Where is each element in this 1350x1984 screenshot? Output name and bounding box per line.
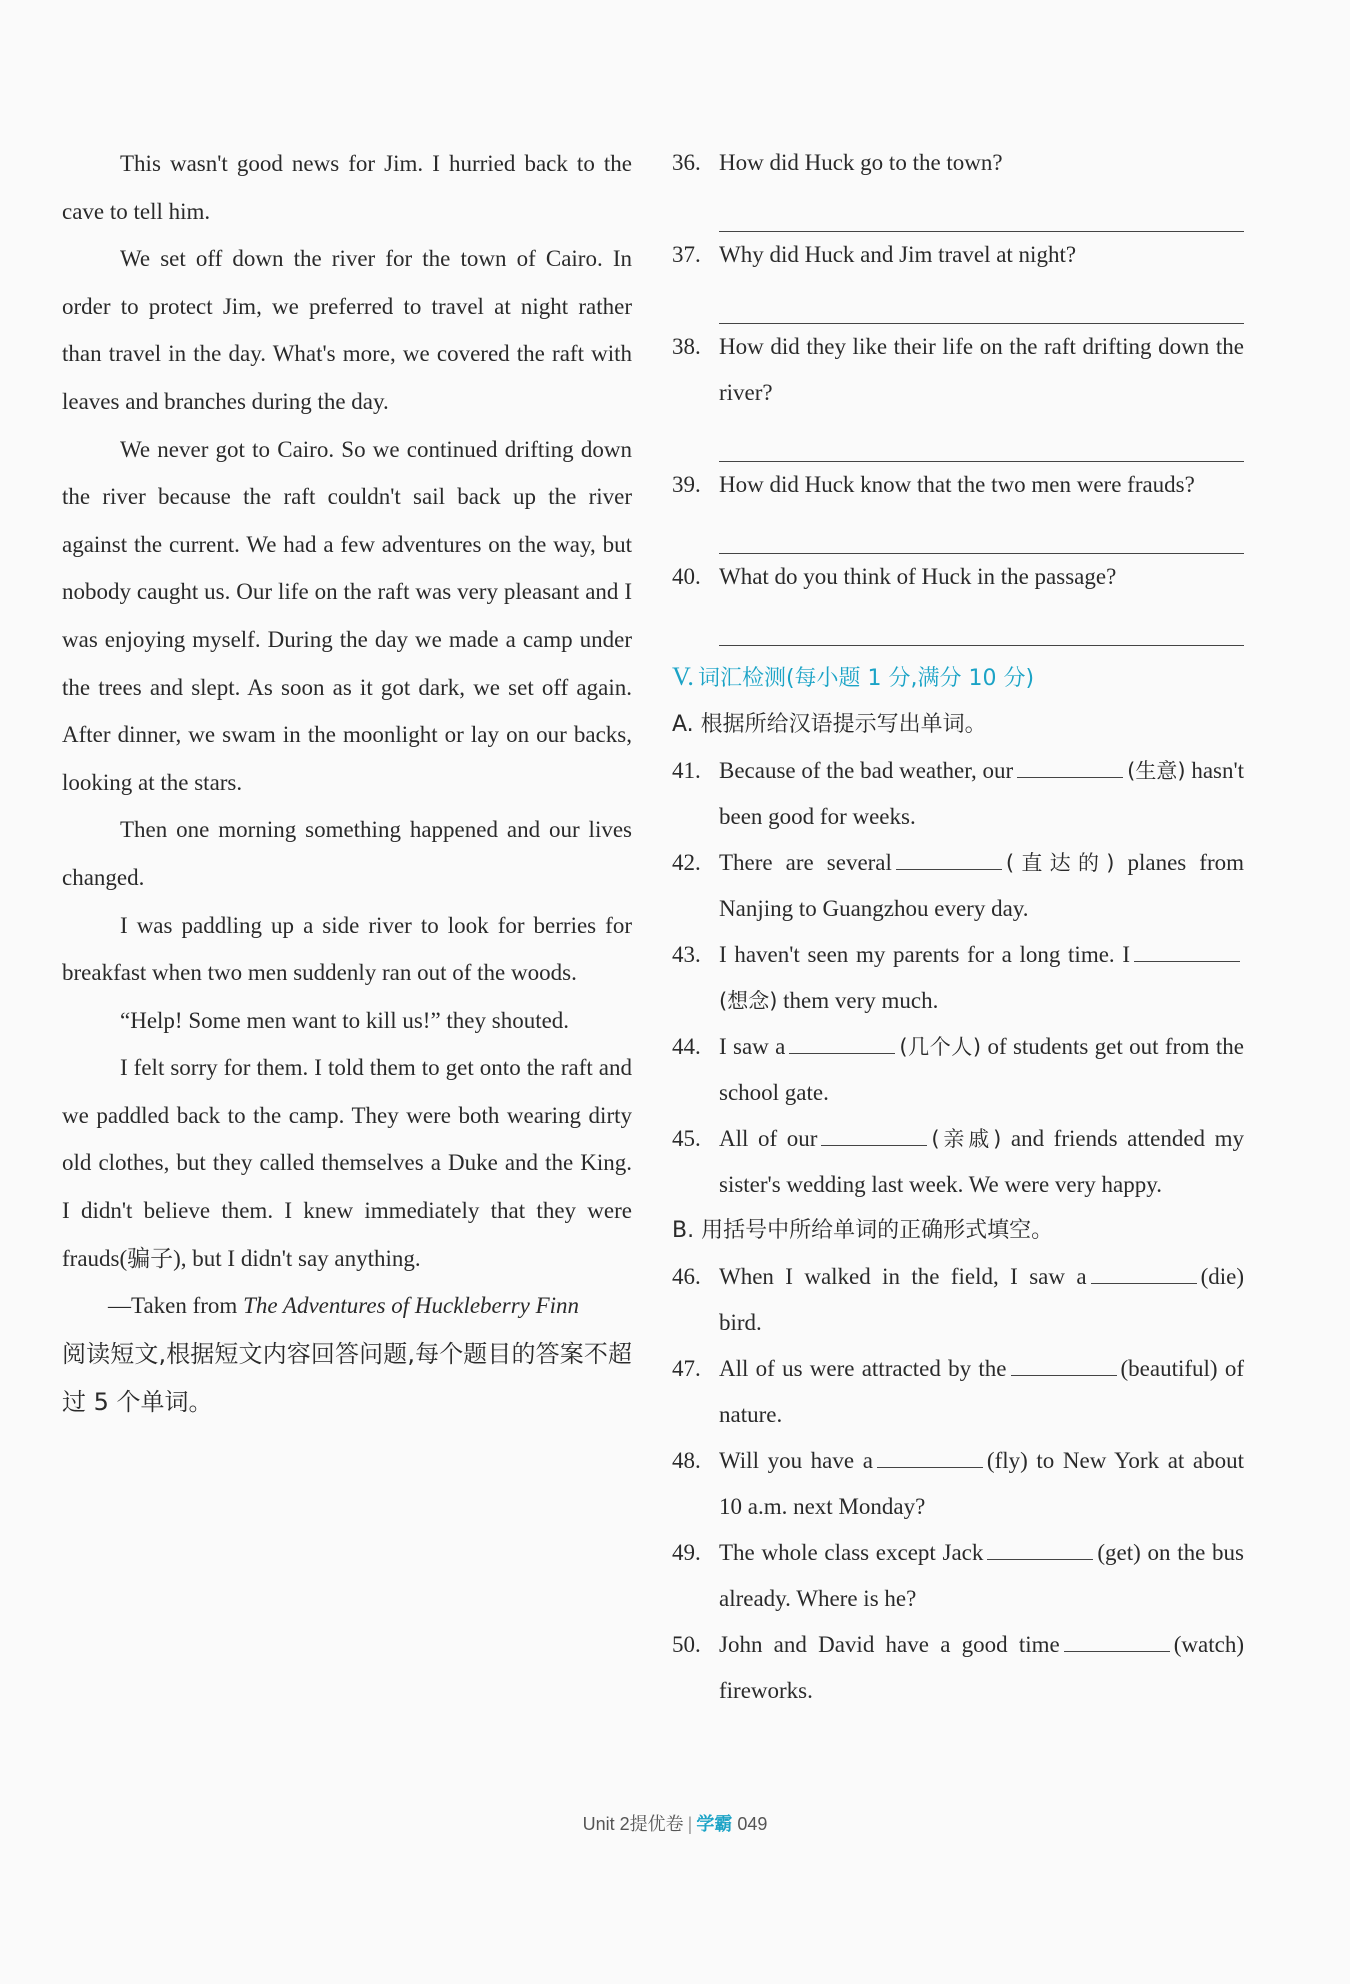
question-text: of students get out from the school gate. — [719, 1034, 1244, 1105]
question-number: 44. — [672, 1034, 701, 1059]
page-footer — [0, 1810, 1350, 1836]
passage-paragraph: I felt sorry for them. I told them to get onto the raft and we paddled back to the camp. They were both wearing dirty old clothes, but they called themselves a Duke and the King. I didn't believe them. I knew immediately that they were frauds(骗子), but I didn't say anything. — [62, 1055, 632, 1271]
source-prefix: —Taken from — [108, 1293, 244, 1319]
answer-line[interactable] — [719, 186, 1244, 232]
vocab-item — [672, 1622, 1244, 1714]
part-b-heading: B. 用括号中所给单词的正确形式填空。 — [672, 1218, 1054, 1243]
question-text: Why did Huck and Jim travel at night? — [719, 242, 1077, 267]
question-number: 49. — [672, 1540, 701, 1565]
hint-text: (生意) — [1127, 759, 1186, 783]
footer-brand: 学霸 — [696, 1814, 733, 1834]
passage-source — [62, 1282, 632, 1330]
question-item — [672, 462, 1244, 508]
question-text: I saw a — [719, 1034, 786, 1059]
question-number: 36. — [672, 150, 701, 175]
vocab-item — [672, 932, 1244, 1024]
question-column — [672, 140, 1244, 1714]
question-text: All of our — [719, 1126, 818, 1151]
question-number: 40. — [672, 564, 701, 589]
question-text: hasn't been good for weeks. — [719, 758, 1245, 829]
fill-blank[interactable] — [821, 1123, 927, 1146]
question-text: The whole class except Jack — [719, 1540, 984, 1565]
question-item — [672, 232, 1244, 278]
question-text: There are several — [719, 850, 892, 875]
answer-line[interactable] — [719, 278, 1244, 324]
hint-text: (die) — [1200, 1264, 1244, 1289]
vocab-item — [672, 1530, 1244, 1622]
hint-text: (想念) — [719, 989, 778, 1013]
question-text: How did Huck know that the two men were frauds? — [719, 472, 1195, 497]
question-text: Will you have a — [719, 1448, 873, 1473]
fill-blank[interactable] — [1017, 755, 1123, 778]
question-text: What do you think of Huck in the passage? — [719, 564, 1117, 589]
vocab-item — [672, 1438, 1244, 1530]
vocab-item — [672, 840, 1244, 932]
fill-blank[interactable] — [1091, 1261, 1197, 1284]
question-text: fireworks. — [719, 1678, 813, 1703]
question-number: 42. — [672, 850, 701, 875]
question-text: How did they like their life on the raft drifting down the river? — [719, 334, 1244, 405]
hint-text: (几个人) — [899, 1035, 982, 1059]
question-number: 47. — [672, 1356, 701, 1381]
question-text: John and David have a good time — [719, 1632, 1060, 1657]
question-number: 38. — [672, 334, 701, 359]
section-number: V. — [672, 662, 694, 691]
question-item — [672, 324, 1244, 416]
question-number: 46. — [672, 1264, 701, 1289]
passage-paragraph: This wasn't good news for Jim. I hurried back to the cave to tell him. — [62, 151, 632, 224]
vocab-item — [672, 1116, 1244, 1208]
question-text: on the bus already. Where is he? — [719, 1540, 1244, 1611]
page-number: 049 — [737, 1814, 768, 1834]
question-text: to New York at about 10 a.m. next Monday? — [719, 1448, 1244, 1519]
question-text: All of us were attracted by the — [719, 1356, 1007, 1381]
reading-instruction: 阅读短文,根据短文内容回答问题,每个题目的答案不超过 5 个单词。 — [62, 1339, 632, 1416]
question-text: them very much. — [783, 988, 939, 1013]
fill-blank[interactable] — [877, 1445, 983, 1468]
question-number: 45. — [672, 1126, 701, 1151]
question-text: When I walked in the field, I saw a — [719, 1264, 1087, 1289]
vocab-item — [672, 1346, 1244, 1438]
fill-blank[interactable] — [1134, 939, 1240, 962]
question-number: 41. — [672, 758, 701, 783]
question-item — [672, 140, 1244, 186]
answer-line[interactable] — [719, 508, 1244, 554]
vocab-item — [672, 1254, 1244, 1346]
section-note: (每小题 1 分,满分 10 分) — [785, 666, 1035, 691]
question-text: How did Huck go to the town? — [719, 150, 1003, 175]
passage-paragraph: I was paddling up a side river to look for berries for breakfast when two men suddenly ran out of the woods. — [62, 912, 632, 986]
question-text: Because of the bad weather, our — [719, 758, 1014, 783]
passage-paragraph: We never got to Cairo. So we continued drifting down the river because the raft couldn't sail back up the river against the current. We had a few adventures on the way, but nobody caught us. Our life on the raft was very pleasant and I was enjoying myself. During the day we made a camp under the trees and slept. As soon as it got dark, we set off again. After dinner, we swam in the moonlight or lay on our backs, looking at the stars. — [62, 436, 632, 795]
answer-line[interactable] — [719, 416, 1244, 462]
question-number: 39. — [672, 472, 701, 497]
passage-paragraph: We set off down the river for the town of Cairo. In order to protect Jim, we preferred to travel at night rather than travel in the day. What's more, we covered the raft with leaves and branches during the day. — [62, 246, 632, 414]
question-text: bird. — [719, 1310, 762, 1335]
hint-text: (get) — [1097, 1540, 1141, 1565]
reading-passage — [62, 140, 632, 1426]
answer-line[interactable] — [719, 600, 1244, 646]
question-item — [672, 554, 1244, 600]
hint-text: (直达的) — [1005, 851, 1115, 875]
hint-text: (watch) — [1173, 1632, 1244, 1657]
hint-text: (beautiful) — [1120, 1356, 1218, 1381]
hint-text: (亲戚) — [931, 1127, 1002, 1151]
fill-blank[interactable] — [1011, 1353, 1117, 1376]
question-number: 48. — [672, 1448, 701, 1473]
hint-text: (fly) — [986, 1448, 1028, 1473]
question-number: 43. — [672, 942, 701, 967]
footer-unit: Unit 2提优卷 — [582, 1814, 684, 1834]
fill-blank[interactable] — [896, 847, 1002, 870]
question-text: of nature. — [719, 1356, 1245, 1427]
question-text: planes from Nanjing to Guangzhou every day. — [719, 850, 1245, 921]
question-number: 50. — [672, 1632, 701, 1657]
question-text: I haven't seen my parents for a long time. I — [719, 942, 1130, 967]
section-title: 词汇检测 — [697, 666, 786, 691]
passage-paragraph: “Help! Some men want to kill us!” they shouted. — [120, 1007, 570, 1033]
fill-blank[interactable] — [789, 1031, 895, 1054]
source-title: The Adventures of Huckleberry Finn — [243, 1293, 580, 1319]
passage-paragraph: Then one morning something happened and our lives changed. — [62, 817, 632, 890]
question-text: and friends attended my sister's wedding last week. We were very happy. — [719, 1126, 1245, 1197]
vocab-item — [672, 1024, 1244, 1116]
vocab-item — [672, 748, 1244, 840]
part-a-heading: A. 根据所给汉语提示写出单词。 — [672, 712, 987, 737]
question-number: 37. — [672, 242, 701, 267]
section-heading — [672, 654, 1244, 702]
fill-blank[interactable] — [987, 1537, 1093, 1560]
fill-blank[interactable] — [1064, 1629, 1170, 1652]
footer-separator: | — [687, 1814, 693, 1834]
